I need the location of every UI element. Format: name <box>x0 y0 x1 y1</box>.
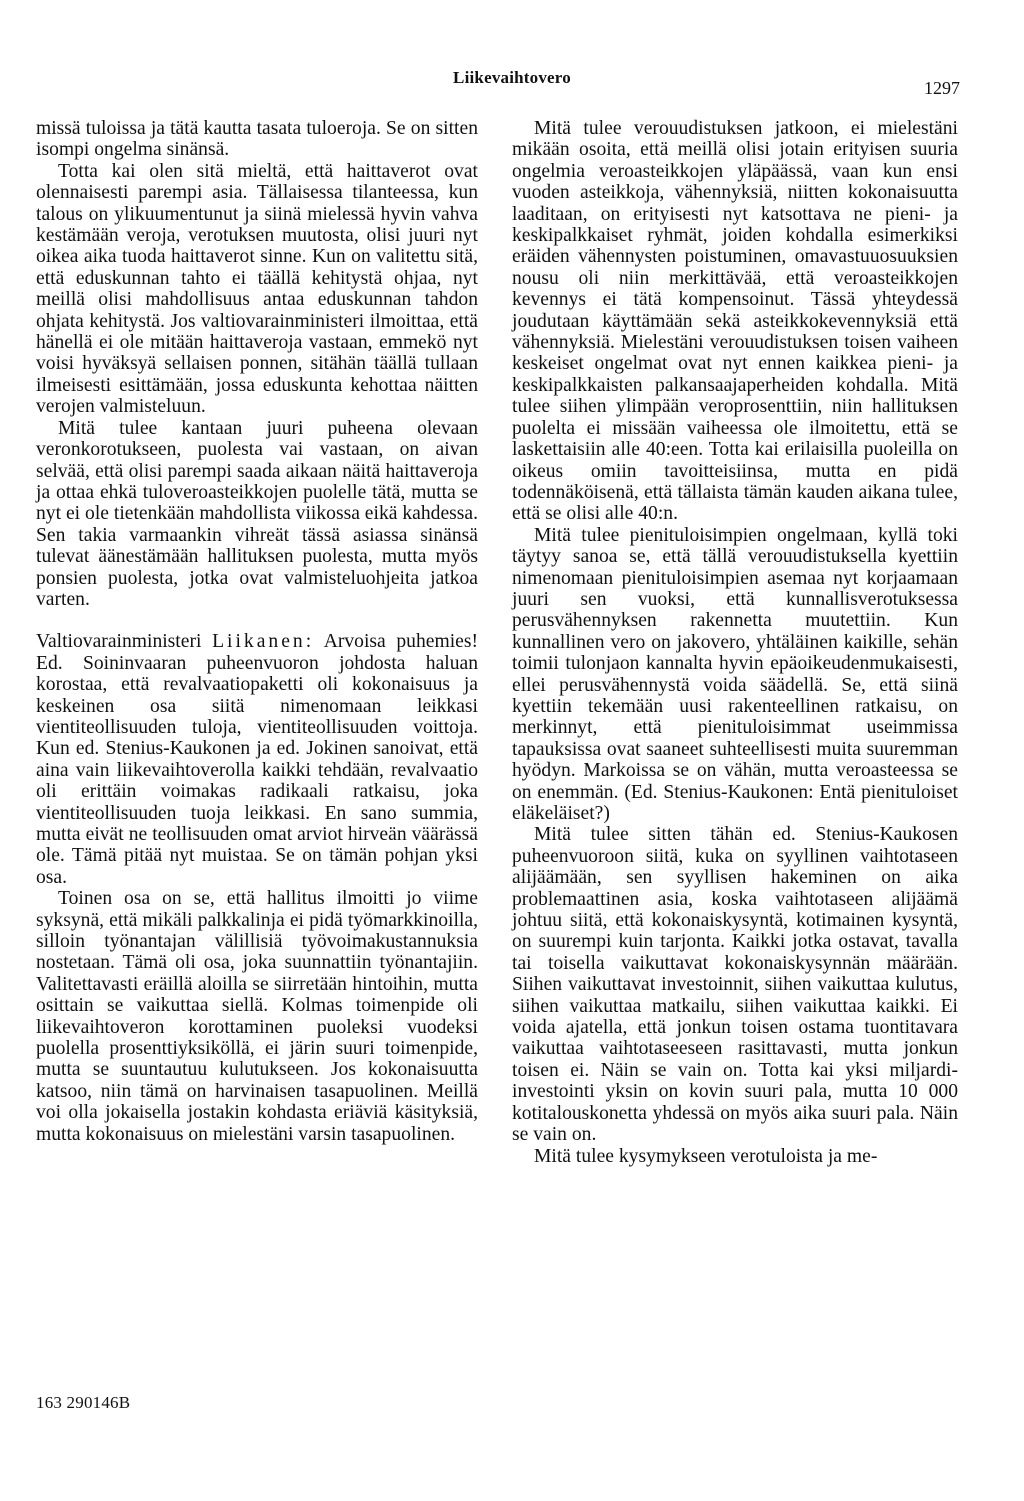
running-header-title: Liikevaihtovero <box>453 68 571 87</box>
right-column <box>512 118 958 1167</box>
speaker-name: Liikanen: <box>212 631 315 653</box>
paragraph: missä tuloissa ja tätä kautta tasata tuloeroja. Se on sitten isompi ongelma sinänsä. <box>36 118 478 161</box>
paragraph: Totta kai olen sitä mieltä, että haittaverot ovat olennaisesti parempi asia. Tällaisessa tilanteessa, kun talous on ylikuumentunut ja siinä mielessä hyvin vahva kestämään veroja, verotuksen muutosta, olisi juuri nyt oikea aika tuoda haittaverot sinne. Kun on valitettu sitä, että eduskunnan tahto ei täällä kehitystä ohjaa, nyt meillä olisi mahdollisuus antaa eduskunnan tahdon ohjata kehitystä. Jos valtiovarainministeri ilmoittaa, että hänellä ei ole mitään haittaveroja vastaan, emmekö nyt voisi hyväksyä sellaisen ponnen, sitähän täällä tullaan ilmeisesti esittämään, jossa eduskunta kehottaa näitten verojen valmisteluun. <box>36 160 478 418</box>
paragraph: Mitä tulee verouudistuksen jatkoon, ei mielestäni mikään osoita, että meillä olisi jotain erityisen suuria ongelmia veroasteikkojen yläpäässä, vaan kun ensi vuoden asteikkoja, vähennyksiä, niitten kokonaisuutta laaditaan, on erityisesti nyt katsottava ne pieni- ja keskipalkkaiset ryhmät, joiden kohdalla esimerkiksi eräiden vähennysten poistuminen, omavastuuosuuksien nousu oli niin merkittävää, että veroasteikkojen kevennys ei tätä kompensoinut. Tässä yhteydessä joudutaan käyttämään sekä asteikkokevennyksiä että vähennyksiä. Mielestäni verouudistuksen toisen vaiheen keskeiset ongelmat ovat nyt ennen kaikkea pieni- ja keskipalkkaisten palkansaajaperheiden kohdalla. Mitä tulee siihen ylimpään veroprosenttiin, niin hallituksen puolelta ei missään vaiheessa ole ilmoitettu, että se laskettaisiin alle 40:een. Totta kai erilaisilla puoleilla on oikeus omiin tavoitteisiinsa, mutta en pidä todennäköisenä, että tällaista tämän kauden aikana tulee, että se olisi alle 40:n. <box>512 118 958 525</box>
paragraph: Mitä tulee pienituloisimpien ongelmaan, kyllä toki täytyy sanoa se, että tällä verouudistuksella kyettiin nimenomaan pienituloisimpien asemaa nyt korjaamaan juuri sen vuoksi, että kunnallisverotuksessa perusvähennyksen rakennetta muutettiin. Kun kunnallinen vero on jakovero, yhtäläinen kaikille, sehän toimii tulonjaon kannalta hyvin epäoikeudenmukaisesti, ellei perusvähennystä voida säädellä. Se, että siinä kyettiin tekemään uusi rakenteellinen ratkaisu, on merkinnyt, että pienituloisimmat useimmissa tapauksissa ovat saaneet suhteellisesti muita suuremman hyödyn. Markoissa se on vähän, mutta veroasteessa se on enemmän. (Ed. Stenius-Kaukonen: Entä pienituloiset eläkeläiset?) <box>512 524 958 824</box>
paragraph: Mitä tulee kantaan juuri puheena olevaan veronkorotukseen, puolesta vai vastaan, on aivan selvää, että olisi parempi saada aikaan näitä haittaveroja ja ottaa ehkä tuloveroasteikkojen puolelle tätä, mutta se nyt ei ole tietenkään mahdollista viikossa eikä kahdessa. Sen takia varmaankin vihreät tässä asiassa sinänsä tulevat äänestämään hallituksen puolesta, mutta myös ponsien puolesta, jotka ovat valmisteluohjeita jatkoa varten. <box>36 417 478 610</box>
paragraph: Mitä tulee kysymykseen verotuloista ja me- <box>534 1145 878 1167</box>
speech-paragraph <box>36 631 478 888</box>
left-column <box>36 118 478 1145</box>
footer-code: 163 290146B <box>36 1393 131 1412</box>
paragraph: Mitä tulee sitten tähän ed. Stenius-Kaukosen puheenvuoroon siitä, kuka on syyllinen vaihtotaseen alijäämään, sen syyllisen hakeminen on aika problemaattinen asia, koska vaihtotaseen alijäämä johtuu siitä, että kokonaiskysyntä, kotimainen kysyntä, on suurempi kuin tarjonta. Kaikki jotka ostavat, tavalla tai toisella vaikuttavat kokonaiskysynnän määrään. Siihen vaikuttavat investoinnit, siihen vaikuttaa kulutus, siihen vaikuttaa matkailu, siihen vaikuttaa kaikki. Ei voida ajatella, että jonkun toisen ostama tuontitavara vaikuttaa vaihtotaseeseen rasittavasti, mutta jonkun toisen ei. Näin se vain on. Totta kai yksi miljardi-investointi yksin on kovin suuri pala, mutta 10 000 kotitalouskonetta yhdessä on myös aika suuri pala. Näin se vain on. <box>512 824 958 1146</box>
speech-text: Arvoisa puhemies! Ed. Soininvaaran puheenvuoron johdosta haluan korostaa, että revalvaatiopaketti oli kokonaisuus ja keskeinen osa siitä nimenomaan leikkasi vientiteollisuuden tuloja, vientiteollisuuden voittoja. Kun ed. Stenius-Kaukonen ja ed. Jokinen sanoivat, että aina vain liikevaihtoverolla kaikki tehdään, revalvaatio oli erittäin voimakas radikaali ratkaisu, joka vientiteollisuuden tuoja leikkasi. En sano summia, mutta eivät ne teollisuuden omat arviot hirveän väärässä ole. Tämä pitää nyt muistaa. Se on tämän pohjan yksi osa. <box>36 631 478 888</box>
paragraph: Toinen osa on se, että hallitus ilmoitti jo viime syksynä, että mikäli palkkalinja ei pidä työmarkkinoilla, silloin työnantajan välillisiä työvoimakustannuksia nostetaan. Tämä oli osa, joka suunnattiin työnantajiin. Valitettavasti eräillä aloilla se siirretään hintoihin, mutta osittain se vaikuttaa siellä. Kolmas toimenpide oli liikevaihtoveron korottaminen puoleksi vuodeksi puolella prosenttiyksiköllä, ei järin suuri toimenpide, mutta se suuntautuu kulutukseen. Jos kokonaisuutta katsoo, niin tämä on harvinaisen tasapuolinen. Meillä voi olla jokaisella jostakin kohdasta eriäviä käsityksiä, mutta kokonaisuus on mielestäni varsin tasapuolinen. <box>36 888 478 1145</box>
speaker-role: Valtiovarainministeri <box>36 631 202 653</box>
page-number: 1297 <box>924 78 960 98</box>
